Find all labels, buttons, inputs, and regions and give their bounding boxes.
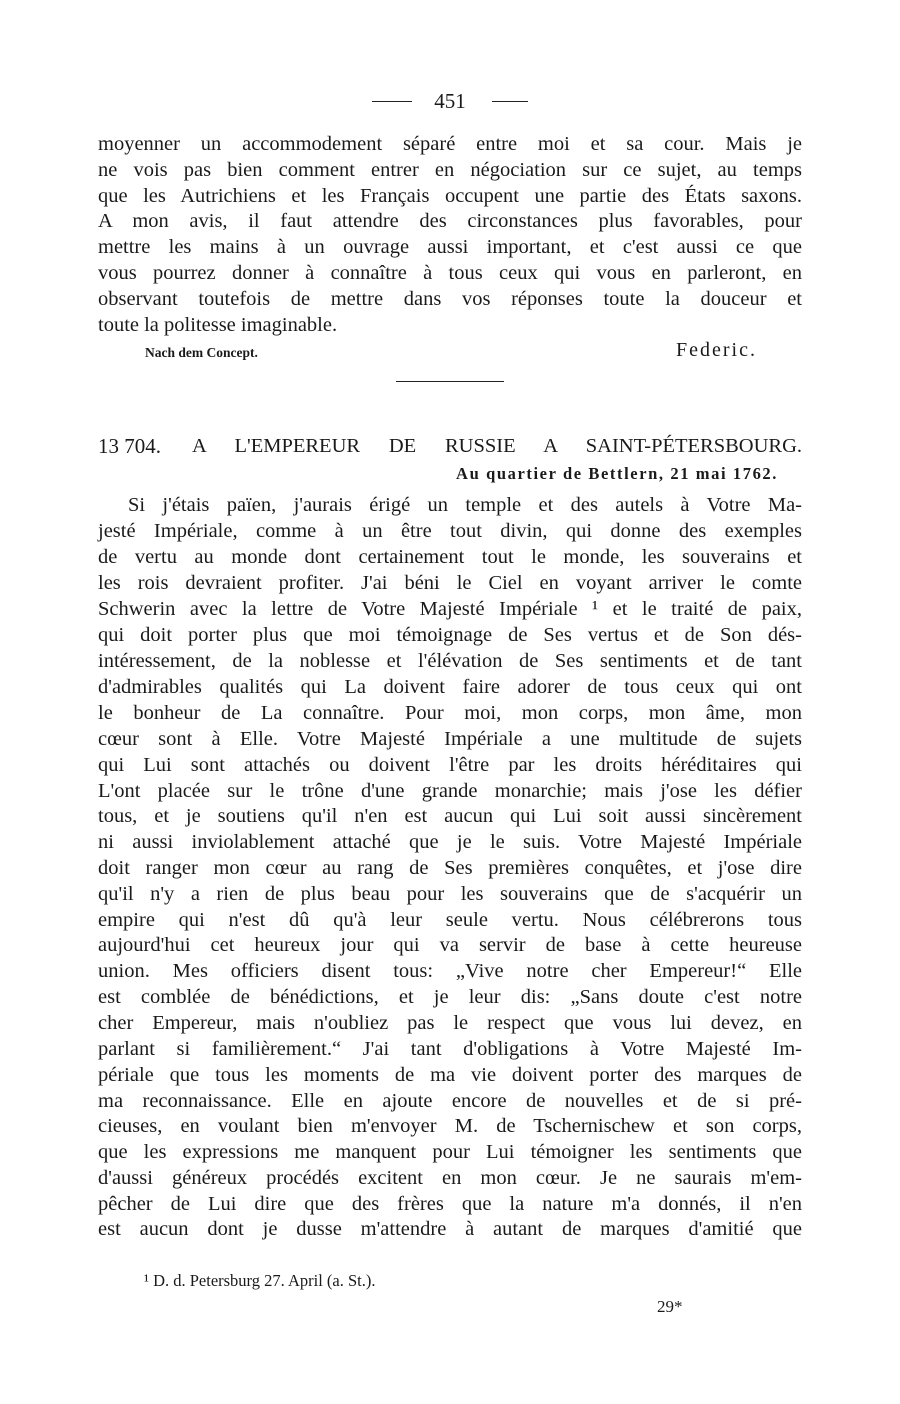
letter-line: jesté Impériale, comme à un être tout divin, qui donne des exemples: [98, 520, 802, 542]
letter-line: ni aussi inviolablement attaché que je le suis. Votre Majesté Impériale: [98, 831, 802, 853]
paragraph-line: observant toutefois de mettre dans vos réponses toute la douceur et: [98, 288, 802, 310]
letter-dateline: Au quartier de Bettlern, 21 mai 1762.: [456, 464, 778, 483]
letter-line: tous, et je soutiens qu'il n'en est aucun qui Lui soit aussi sincèrement: [98, 805, 802, 827]
letter-heading: A L'EMPEREUR DE RUSSIE A SAINT-PÉTERSBOURG.: [192, 435, 802, 457]
letter-line: les rois devraient profiter. J'ai béni le Ciel en voyant arriver le comte: [98, 572, 802, 594]
letter-line: est comblée de bénédictions, et je leur dis: „Sans doute c'est notre: [98, 986, 802, 1008]
letter-line: qui Lui sont attachés ou doivent l'être par les droits héréditaires qui: [98, 754, 802, 776]
paragraph-line: ne vois pas bien comment entrer en négociation sur ce sujet, au temps: [98, 159, 802, 181]
footnote: ¹ D. d. Petersburg 27. April (a. St.).: [144, 1271, 376, 1290]
letter-line: d'admirables qualités qui La doivent faire adorer de tous ceux qui ont: [98, 676, 802, 698]
paragraph-line: A mon avis, il faut attendre des circonstances plus favorables, pour: [98, 210, 802, 232]
letter-line: d'aussi généreux procédés excitent en mon cœur. Je ne saurais m'em-: [98, 1167, 802, 1189]
header-rule-right: [492, 101, 528, 102]
letter-line: ma reconnaissance. Elle en ajoute encore de nouvelles et de si pré-: [98, 1090, 802, 1112]
letter-line: périale que tous les moments de ma vie doivent porter des marques de: [98, 1064, 802, 1086]
paragraph-line: vous pourrez donner à connaître à tous ceux qui vous en parleront, en: [98, 262, 802, 284]
letter-line: aujourd'hui cet heureux jour qui va servir de base à cette heureuse: [98, 934, 802, 956]
paragraph-line: moyenner un accommodement séparé entre moi et sa cour. Mais je: [98, 133, 802, 155]
letter-line: cher Empereur, mais n'oubliez pas le respect que vous lui devez, en: [98, 1012, 802, 1034]
letter-line: cœur sont à Elle. Votre Majesté Impériale a une multitude de sujets: [98, 728, 802, 750]
header-rule-left: [372, 101, 412, 102]
letter-line: cieuses, en voulant bien m'envoyer M. de Tschernischew et son corps,: [98, 1115, 802, 1137]
page-number: 451: [434, 89, 466, 113]
letter-line: qu'il n'y a rien de plus beau pour les souverains que de s'acquérir un: [98, 883, 802, 905]
letter-line: intéressement, de la noblesse et l'élévation de Ses sentiments et de tant: [98, 650, 802, 672]
letter-line: Schwerin avec la lettre de Votre Majesté Impériale ¹ et le traité de paix,: [98, 598, 802, 620]
signature: Federic.: [676, 339, 757, 361]
letter-line: le bonheur de La connaître. Pour moi, mon corps, mon âme, mon: [98, 702, 802, 724]
letter-line: de vertu au monde dont certainement tout le monde, les souverains et: [98, 546, 802, 568]
paragraph-line: mettre les mains à un ouvrage aussi important, et c'est aussi ce que: [98, 236, 802, 258]
letter-line: union. Mes officiers disent tous: „Vive notre cher Empereur!“ Elle: [98, 960, 802, 982]
letter-line: qui doit porter plus que moi témoignage de Ses vertus et de Son dés-: [98, 624, 802, 646]
letter-line: L'ont placée sur le trône d'une grande monarchie; mais j'ose les défier: [98, 780, 802, 802]
source-note: Nach dem Concept.: [145, 345, 258, 360]
letter-line: parlant si familièrement.“ J'ai tant d'obligations à Votre Majesté Im-: [98, 1038, 802, 1060]
letter-line: pêcher de Lui dire que des frères que la nature m'a donnés, il n'en: [98, 1193, 802, 1215]
letter-line: doit ranger mon cœur au rang de Ses premières conquêtes, et j'ose dire: [98, 857, 802, 879]
letter-line: que les expressions me manquent pour Lui témoigner les sentiments que: [98, 1141, 802, 1163]
signature-mark: 29*: [657, 1297, 683, 1316]
letter-line: empire qui n'est dû qu'à leur seule vertu. Nous célébrerons tous: [98, 909, 802, 931]
section-divider: [396, 381, 504, 382]
paragraph-line: que les Autrichiens et les Français occupent une partie des États saxons.: [98, 185, 802, 207]
letter-number: 13 704.: [98, 434, 161, 458]
letter-line: est aucun dont je dusse m'attendre à autant de marques d'amitié que: [98, 1218, 802, 1240]
letter-line: Si j'étais païen, j'aurais érigé un temple et des autels à Votre Ma-: [128, 494, 802, 516]
paragraph-line: toute la politesse imaginable.: [98, 314, 338, 336]
